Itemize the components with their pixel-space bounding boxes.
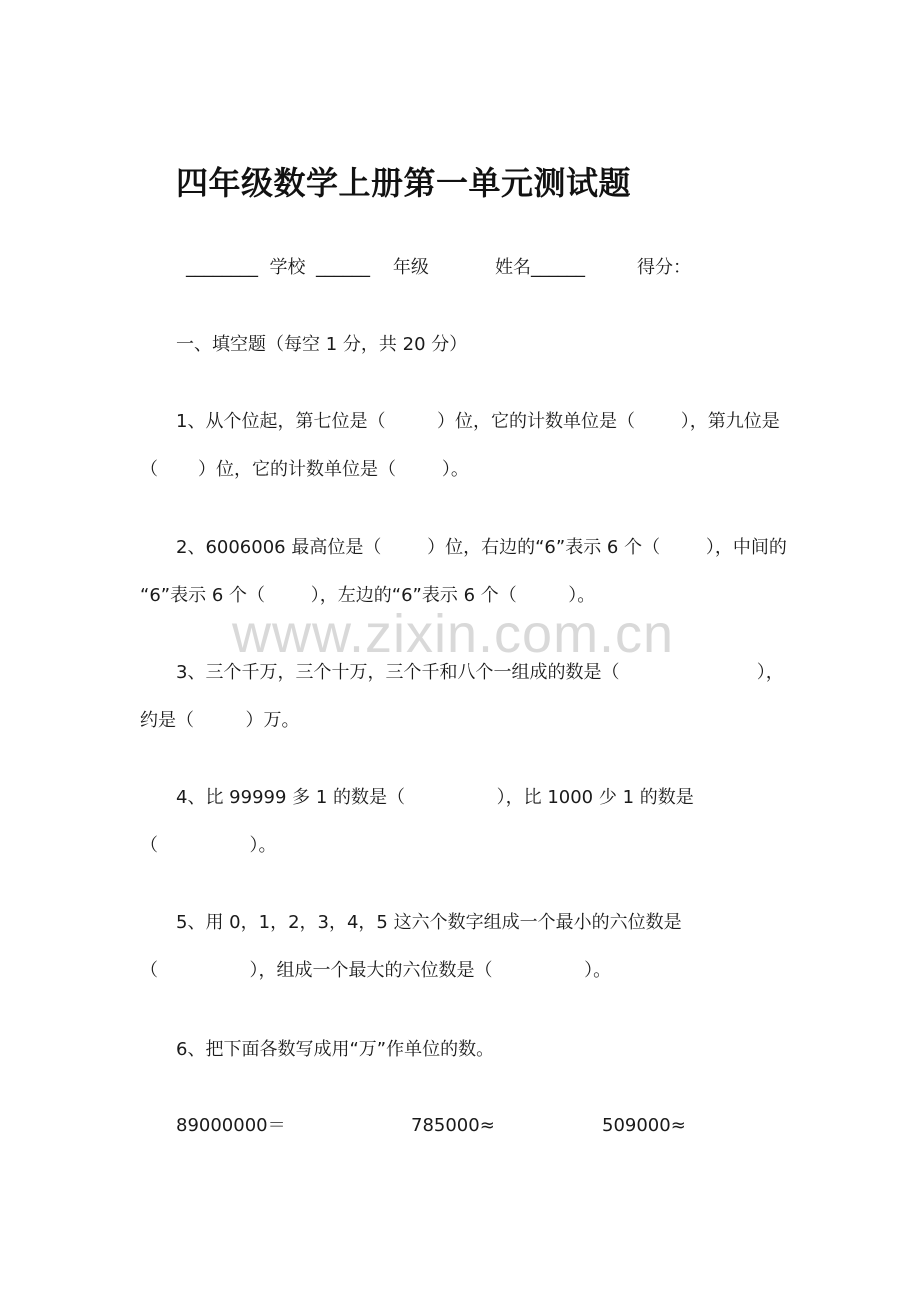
conversion-item-2: 785000≈ [411,1115,495,1136]
conversion-item-3: 509000≈ [602,1115,686,1136]
question-2-line-1: 2、6006006 最高位是（ ）位，右边的“6”表示 6 个（ ），中间的 [176,537,787,558]
question-2-line-2: “6”表示 6 个（ ），左边的“6”表示 6 个（ ）。 [140,585,596,606]
question-3-line-1: 3、三个千万，三个十万，三个千和八个一组成的数是（ ）， [176,662,784,683]
conversion-item-1: 89000000＝ [176,1115,286,1136]
school-field: ________ 学校 [186,257,306,278]
question-4-line-1: 4、比 99999 多 1 的数是（ ），比 1000 少 1 的数是 [176,787,694,808]
watermark: www.zixin.com.cn [232,604,675,664]
question-5-line-2: （ ），组成一个最大的六位数是（ ）。 [140,960,612,981]
section-heading: 一、填空题（每空 1 分，共 20 分） [176,334,468,355]
question-1-line-1: 1、从个位起，第七位是（ ）位，它的计数单位是（ ），第九位是 [176,411,780,432]
question-6-line-1: 6、把下面各数写成用“万”作单位的数。 [176,1039,495,1060]
question-4-line-2: （ ）。 [140,835,277,856]
name-field: 姓名______ [495,257,585,278]
grade-field: ______ 年级 [316,257,429,278]
question-3-line-2: 约是（ ）万。 [140,710,300,731]
page-title: 四年级数学上册第一单元测试题 [176,164,632,202]
question-1-line-2: （ ）位，它的计数单位是（ ）。 [140,459,469,480]
score-field: 得分： [637,257,691,278]
question-5-line-1: 5、用 0，1，2，3，4，5 这六个数字组成一个最小的六位数是 [176,912,682,933]
